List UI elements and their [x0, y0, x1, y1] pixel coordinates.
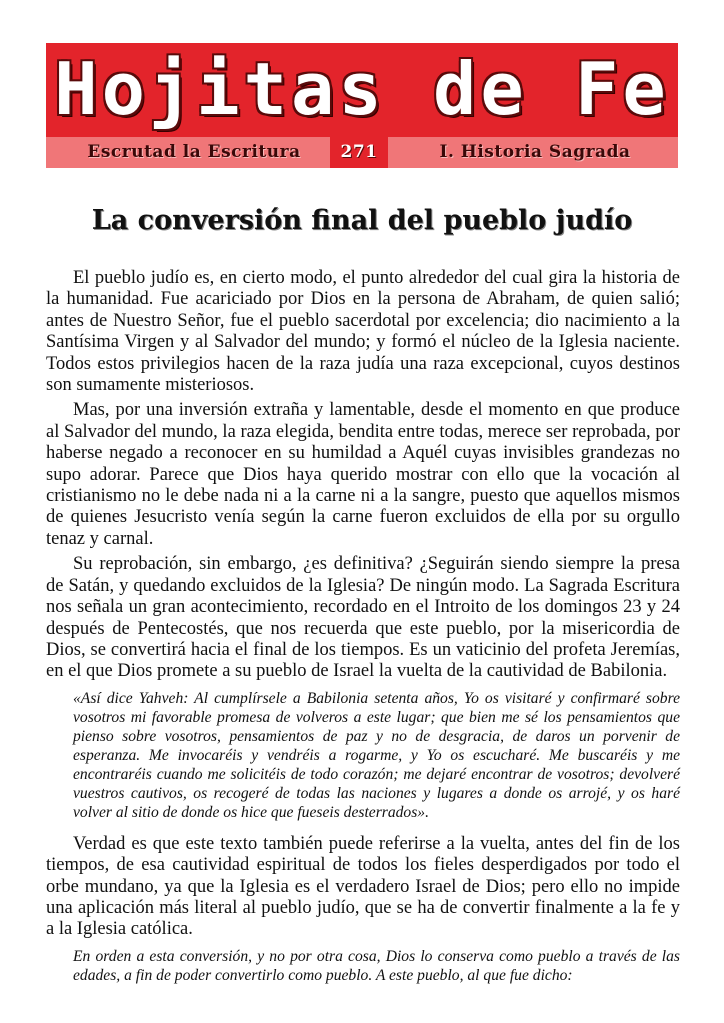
masthead — [46, 43, 678, 168]
paragraph: Mas, por una inversión extraña y lamentable, desde el momento en que produce al Salvador del mundo, la raza elegida, bendita entre todas, merece ser reprobada, por haberse negado a reconocer en su humildad a Aquél cuyas invisibles grandezas no supo adorar. Parece que Dios haya querido mostrar con ello que la vocación al cristianismo no le debe nada ni a la carne ni a la sangre, puesto que aquellos mismos de quienes Jesucristo venía según la carne fueron excluidos de ella por su orgullo tenaz y carnal. — [46, 400, 680, 549]
paragraph: Verdad es que este texto también puede referirse a la vuelta, antes del fin de los tiempos, de esa cautividad espiritual de todos los fieles desperdigados por todo el orbe mundano, ya que la Iglesia es el verdadero Israel de Dios; pero ello no impide una aplicación más literal al pueblo judío, que se ha de convertir finalmente a la fe y a la Iglesia católica. — [46, 833, 680, 940]
masthead-subtitle-bar — [46, 137, 678, 168]
paragraph: El pueblo judío es, en cierto modo, el punto alrededor del cual gira la historia de la humanidad. Fue acariciado por Dios en la persona de Abraham, de quien salió; antes de Nuestro Señor, fue el pueblo sacerdotal por excelencia; dio nacimiento a la Santísima Virgen y al Salvador del mundo; y formó el núcleo de la Iglesia naciente. Todos estos privilegios hacen de la raza judía una raza excepcional, cuyos destinos son sumamente misteriosos. — [46, 268, 680, 396]
scripture-quote: «Así dice Yahveh: Al cumplírsele a Babilonia setenta años, Yo os visitaré y confirmaré sobre vosotros mi favorable promesa de volveros a este lugar; que bien me sé los pensamientos que pienso sobre vosotros, pensamientos de paz y no de desgracia, de daros un porvenir de esperanza. Me invocaréis y vendréis a rogarme, y Yo os escucharé. Me buscaréis y me encontraréis cuando me solicitéis de todo corazón; me dejaré encontrar de vosotros; devolveré vuestros cautivos, os recogeré de todas las naciones y lugares a donde os arrojé, y os haré volver al sitio de donde os hice que fueseis desterrados». — [73, 689, 680, 821]
paragraph: Su reprobación, sin embargo, ¿es definitiva? ¿Seguirán siendo siempre la presa de Satán, y quedando excluidos de la Iglesia? De ningún modo. La Sagrada Escritura nos señala un gran acontecimiento, recordado en el Introito de los domingos 23 y 24 después de Pentecostés, que nos recuerda que este pueblo, por la misericordia de Dios, se convertirá hacia el final de los tiempos. Es un vaticinio del profeta Jeremías, en el que Dios promete a su pueblo de Israel la vuelta de la cautividad de Babilonia. — [46, 554, 680, 682]
publication-title: Hojitas de Fe — [54, 47, 670, 131]
italic-passage: En orden a esta conversión, y no por otra cosa, Dios lo conserva como pueblo a través de las edades, a fin de poder convertirlo como pueblo. A este pueblo, al que fue dicho: — [73, 947, 680, 984]
article-body — [46, 268, 680, 985]
section-subtitle: I. Historia Sagrada — [439, 142, 631, 162]
issue-number: 271 — [330, 137, 388, 168]
series-subtitle: Escrutad la Escritura — [87, 142, 301, 162]
article-title: La conversión final del pueblo judío — [91, 205, 633, 236]
